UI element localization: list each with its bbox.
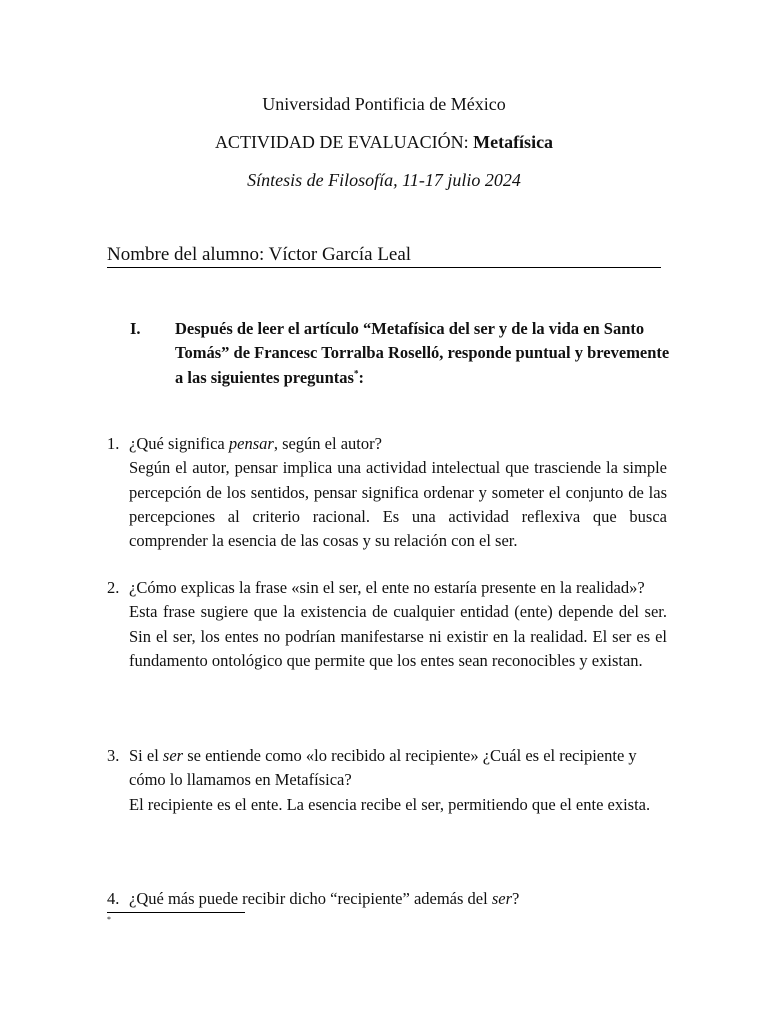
section-heading-text: Después de leer el artículo “Metafísica del ser y de la vida en Santo Tomás” de Francesc Torralba Roselló, responde puntual y brevemente a las siguientes preguntas bbox=[175, 319, 670, 387]
question-body bbox=[129, 887, 667, 911]
question-text-part: Si el bbox=[129, 746, 163, 765]
question-text bbox=[129, 744, 667, 793]
question-body bbox=[129, 576, 667, 673]
question-number: 1. bbox=[107, 434, 120, 453]
footnote-separator bbox=[107, 912, 245, 913]
question-number: 4. bbox=[107, 889, 120, 908]
question-italic-term: pensar bbox=[228, 434, 274, 453]
university-name: Universidad Pontificia de México bbox=[262, 94, 506, 114]
answer-text: Esta frase sugiere que la existencia de cualquier entidad (ente) depende del ser. Sin el ser, los entes no podrían manifestarse ni existir en la realidad. El ser es el fundamento ontológico que permite que los entes sean reconocibles y existan. bbox=[129, 602, 667, 670]
activity-subject: Metafísica bbox=[473, 132, 554, 152]
question-body bbox=[129, 432, 667, 553]
question-text: ¿Cómo explicas la frase «sin el ser, el ente no estaría presente en la realidad»? bbox=[129, 578, 645, 597]
student-name-line: Nombre del alumno: Víctor García Leal bbox=[107, 244, 661, 268]
course-subtitle: Síntesis de Filosofía, 11-17 julio 2024 bbox=[247, 170, 521, 190]
question-italic-term: ser bbox=[491, 889, 512, 908]
question-text-part: ¿Qué significa bbox=[129, 434, 229, 453]
footnote-reference: * bbox=[353, 368, 359, 379]
answer-text: Según el autor, pensar implica una actividad intelectual que trasciende la simple percepción de los sentidos, pensar significa ordenar y someter el conjunto de las percepciones al criterio racional. Es una actividad reflexiva que busca comprender la esencia de las cosas y su relación con el ser. bbox=[129, 458, 667, 551]
activity-title bbox=[0, 131, 768, 153]
question-text-part: se entiende como «lo recibido al recipiente» ¿Cuál es el recipiente y cómo lo llamamos en Metafísica? bbox=[129, 746, 637, 790]
section-heading bbox=[175, 317, 670, 390]
footnote-mark: * bbox=[107, 915, 111, 924]
section-numeral: I. bbox=[130, 319, 141, 338]
question-number: 2. bbox=[107, 578, 120, 597]
question-text-part: , según el autor? bbox=[273, 434, 382, 453]
answer-text: El recipiente es el ente. La esencia recibe el ser, permitiendo que el ente exista. bbox=[129, 794, 651, 814]
question-text bbox=[129, 432, 667, 456]
question-text bbox=[129, 887, 667, 911]
question-number: 3. bbox=[107, 746, 120, 765]
section-heading-colon: : bbox=[358, 367, 364, 387]
question-italic-term: ser bbox=[162, 746, 184, 765]
question-text-part: ¿Qué más puede recibir dicho “recipiente” además del bbox=[129, 889, 492, 908]
question-text-part: ? bbox=[512, 889, 520, 908]
question-body bbox=[129, 744, 667, 817]
activity-prefix: ACTIVIDAD DE EVALUACIÓN: bbox=[214, 132, 474, 152]
